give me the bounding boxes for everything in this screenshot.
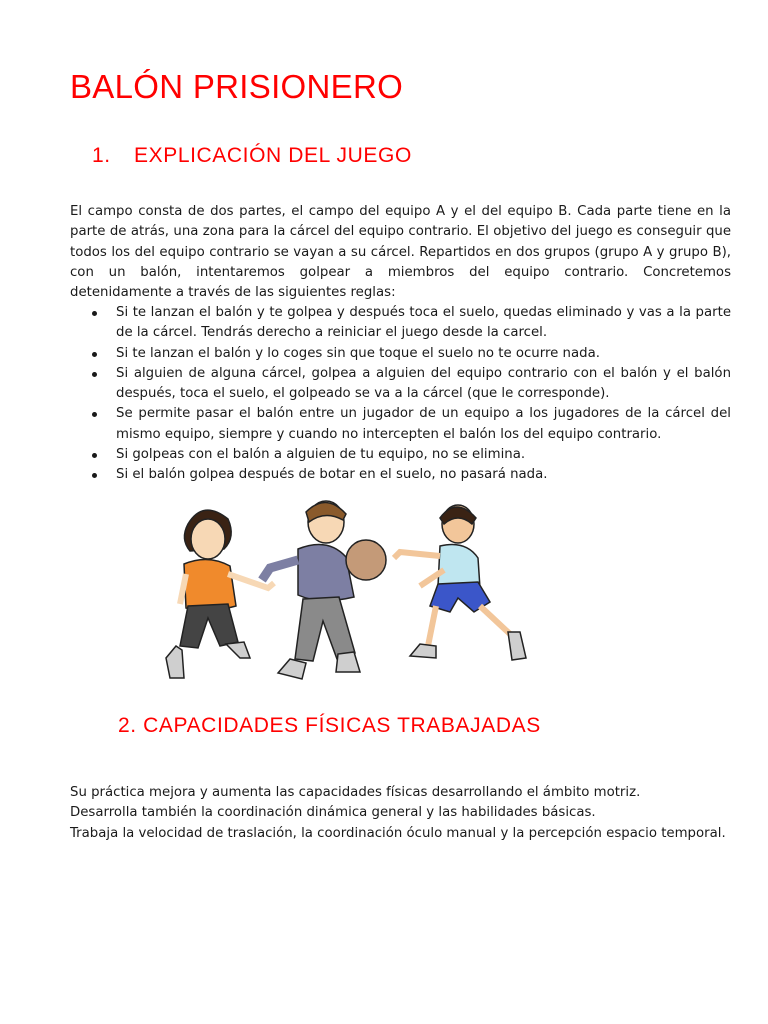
boy-right-figure (394, 505, 526, 660)
rules-list (70, 303, 731, 486)
boy-middle-figure (262, 501, 360, 679)
section-2-line: Desarrolla también la coordinación dinámica general y las habilidades básicas. (70, 805, 596, 821)
dodgeball-players-illustration (148, 494, 540, 690)
rule-item: Si alguien de alguna cárcel, golpea a alguien del equipo contrario con el balón y el balón después, toca el suelo, el golpeado se va a la cárcel (que le corresponde). (70, 364, 731, 405)
section-1-heading (92, 144, 412, 168)
section-2-line: Trabaja la velocidad de traslación, la coordinación óculo manual y la percepción espacio temporal. (70, 825, 726, 841)
rule-item: Si te lanzan el balón y te golpea y después toca el suelo, quedas eliminado y vas a la parte de la cárcel. Tendrás derecho a reiniciar el juego desde la carcel. (70, 303, 731, 344)
rule-item: Si el balón golpea después de botar en el suelo, no pasará nada. (70, 465, 731, 485)
document-title: BALÓN PRISIONERO (70, 68, 404, 105)
intro-paragraph: El campo consta de dos partes, el campo del equipo A y el del equipo B. Cada parte tiene en la parte de atrás, una zona para la cárcel del equipo contrario. El objetivo del juego es conseguir que todos los del equipo contrario se vayan a su cárcel. Repartidos en dos grupos (grupo A y grupo B), con un balón, intentaremos golpear a miembros del equipo contrario. Concretemos detenidamente a través de las siguientes reglas: (70, 204, 731, 301)
section-1-number: 1. (92, 144, 111, 167)
rule-item: Se permite pasar el balón entre un jugador de un equipo a los jugadores de la cárcel del mismo equipo, siempre y cuando no intercepten el balón los del equipo contrario. (70, 404, 731, 445)
rule-item: Si golpeas con el balón a alguien de tu equipo, no se elimina. (70, 445, 731, 465)
section-1-title: EXPLICACIÓN DEL JUEGO (134, 144, 412, 167)
girl-figure (166, 510, 274, 678)
ball (346, 540, 386, 580)
section-2-heading: 2. CAPACIDADES FÍSICAS TRABAJADAS (118, 714, 541, 737)
section-2-line: Su práctica mejora y aumenta las capacidades físicas desarrollando el ámbito motriz. (70, 785, 641, 800)
rule-item: Si te lanzan el balón y lo coges sin que toque el suelo no te ocurre nada. (70, 344, 731, 364)
section-2-body (70, 783, 731, 844)
